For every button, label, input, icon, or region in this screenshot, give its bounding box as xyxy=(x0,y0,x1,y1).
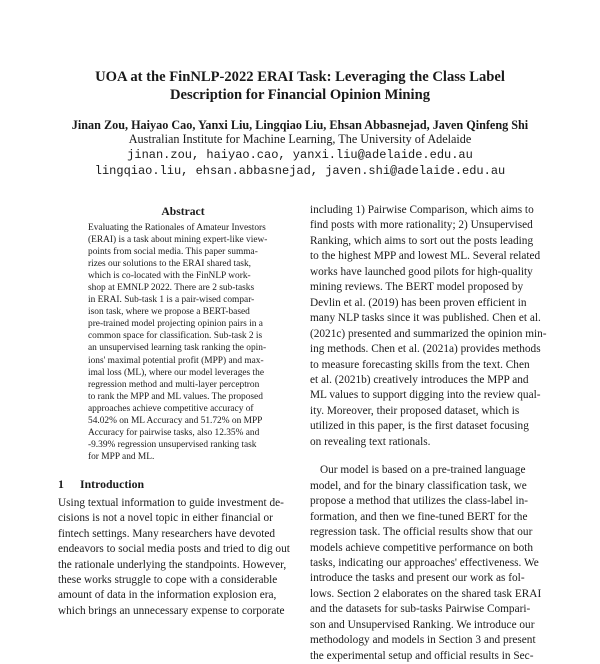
text-line: rizes our solutions to the ERAI shared task, xyxy=(88,259,251,270)
introduction-body xyxy=(58,496,290,619)
text-line: common space for classification. Sub-task 2 is xyxy=(88,331,263,342)
text-line: fintech settings. Many researchers have devoted xyxy=(58,527,276,540)
text-line: find posts with more rationality; 2) Unsupervised xyxy=(310,219,533,232)
text-line: ison task, where we propose a BERT-based xyxy=(88,307,250,318)
text-line: (2021c) presented and summarized the opinion min- xyxy=(310,327,547,340)
text-line: to measure forecasting skills from the text. Chen xyxy=(310,358,530,371)
title-line: Description for Financial Opinion Mining xyxy=(169,87,430,103)
text-line: an unsupervised learning task ranking the opin- xyxy=(88,343,267,354)
author-list: Jinan Zou, Haiyao Cao, Yanxi Liu, Lingqiao Liu, Ehsan Abbasnejad, Javen Qinfeng Shi xyxy=(71,118,529,132)
text-line: methodology and models in Section 3 and present xyxy=(310,634,536,647)
text-line: cisions is not a novel topic in either financial or xyxy=(58,512,273,525)
text-line: mining reviews. The BERT model proposed by xyxy=(310,281,524,294)
text-line: ions' maximal potential profit (MPP) and max- xyxy=(88,355,264,366)
text-line: which brings an unnecessary expense to corporate xyxy=(58,604,285,617)
text-line: on revealing text rationals. xyxy=(310,435,431,448)
text-line: which is co-located with the FinNLP work- xyxy=(88,271,251,282)
abstract-heading: Abstract xyxy=(161,205,205,218)
text-line: points from social media. This paper summa- xyxy=(88,247,258,258)
text-line: these works struggle to cope with a considerable xyxy=(58,574,278,587)
text-line: lows. Section 2 elaborates on the shared task ERAI xyxy=(310,587,542,600)
text-line: many NLP tasks since it was published. Chen et al. xyxy=(310,312,541,325)
text-line: ity. Moreover, their proposed dataset, which is xyxy=(310,404,520,417)
text-line: works have launched good pilots for high-quality xyxy=(310,265,533,278)
text-line: pre-trained model projecting opinion pairs in a xyxy=(88,319,263,330)
paper-title xyxy=(60,68,540,104)
text-line: to the highest MPP and lowest ML. Several related xyxy=(310,250,541,263)
text-line: Our model is based on a pre-trained language xyxy=(320,464,526,477)
text-line: introduce the tasks and present our work as fol- xyxy=(310,572,525,585)
title-line: UOA at the FinNLP-2022 ERAI Task: Leveraging the Class Label xyxy=(95,69,505,85)
text-line: endeavors to social media posts and tried to dig out xyxy=(58,543,290,556)
text-line: formation, and then we fine-tuned BERT for the xyxy=(310,510,528,523)
email-line: jinan.zou, haiyao.cao, yanxi.liu@adelaide.edu.au xyxy=(127,148,473,162)
text-line: tasks, indicating our approaches' effectiveness. We xyxy=(310,556,539,569)
text-line: shop at EMNLP 2022. There are 2 sub-tasks xyxy=(88,283,255,294)
text-line: the experimental setup and official results in Sec- xyxy=(310,649,534,662)
text-line: the rationale underlying the standpoints. However, xyxy=(58,558,287,571)
text-line: for MPP and ML. xyxy=(88,451,155,462)
text-line: approaches achieve competitive accuracy of xyxy=(88,403,254,414)
text-line: to rank the MPP and ML values. The proposed xyxy=(88,391,263,402)
section-title: Introduction xyxy=(80,477,145,491)
paragraph xyxy=(310,203,547,450)
abstract-body xyxy=(88,222,278,463)
text-line: model, and for the binary classification task, we xyxy=(310,479,527,492)
text-line: in ERAI. Sub-task 1 is a pair-wised compar- xyxy=(88,295,255,306)
text-line: Accuracy for pairwise tasks, also 12.35% and xyxy=(88,427,260,438)
affiliation: Australian Institute for Machine Learning, The University of Adelaide xyxy=(128,132,472,146)
text-line: ing methods. Chen et al. (2021a) provides methods xyxy=(310,343,541,356)
text-line: regression task. The official results show that our xyxy=(310,526,533,539)
text-line: regression method and multi-layer perceptron xyxy=(88,379,260,390)
text-line: Evaluating the Rationales of Amateur Investors xyxy=(88,223,266,233)
text-line: utilized in this paper, is the first dataset focusing xyxy=(310,420,529,433)
text-line: including 1) Pairwise Comparison, which aims to xyxy=(310,204,534,216)
text-line: son and Unsupervised Ranking. We introduce our xyxy=(310,618,535,631)
text-line: 54.02% on ML Accuracy and 51.72% on MPP xyxy=(88,415,263,426)
text-line: models achieve competitive performance on both xyxy=(310,541,534,554)
text-line: Using textual information to guide investment de- xyxy=(58,497,284,509)
right-column xyxy=(310,203,547,664)
section-number: 1 xyxy=(58,477,64,491)
text-line: and the datasets for sub-tasks Pairwise Compari- xyxy=(310,603,531,616)
text-line: ML values to support digging into the review qual- xyxy=(310,389,541,402)
section-heading-introduction xyxy=(58,477,144,492)
text-line: imal loss (ML), where our model leverages the xyxy=(88,367,264,378)
text-line: -9.39% regression unsupervised ranking task xyxy=(88,439,257,450)
text-line: Ranking, which aims to sort out the posts leading xyxy=(310,234,534,247)
text-line: propose a method that utilizes the class-label in- xyxy=(310,495,529,508)
text-line: amount of data in the information explosion era, xyxy=(58,589,277,602)
text-line: (ERAI) is a task about mining expert-like view- xyxy=(88,235,268,246)
text-line: et al. (2021b) creatively introduces the MPP and xyxy=(310,373,529,386)
paragraph xyxy=(310,463,542,664)
text-line: Devlin et al. (2019) has been proven efficient in xyxy=(310,296,527,309)
email-line: lingqiao.liu, ehsan.abbasnejad, javen.shi@adelaide.edu.au xyxy=(94,164,506,178)
